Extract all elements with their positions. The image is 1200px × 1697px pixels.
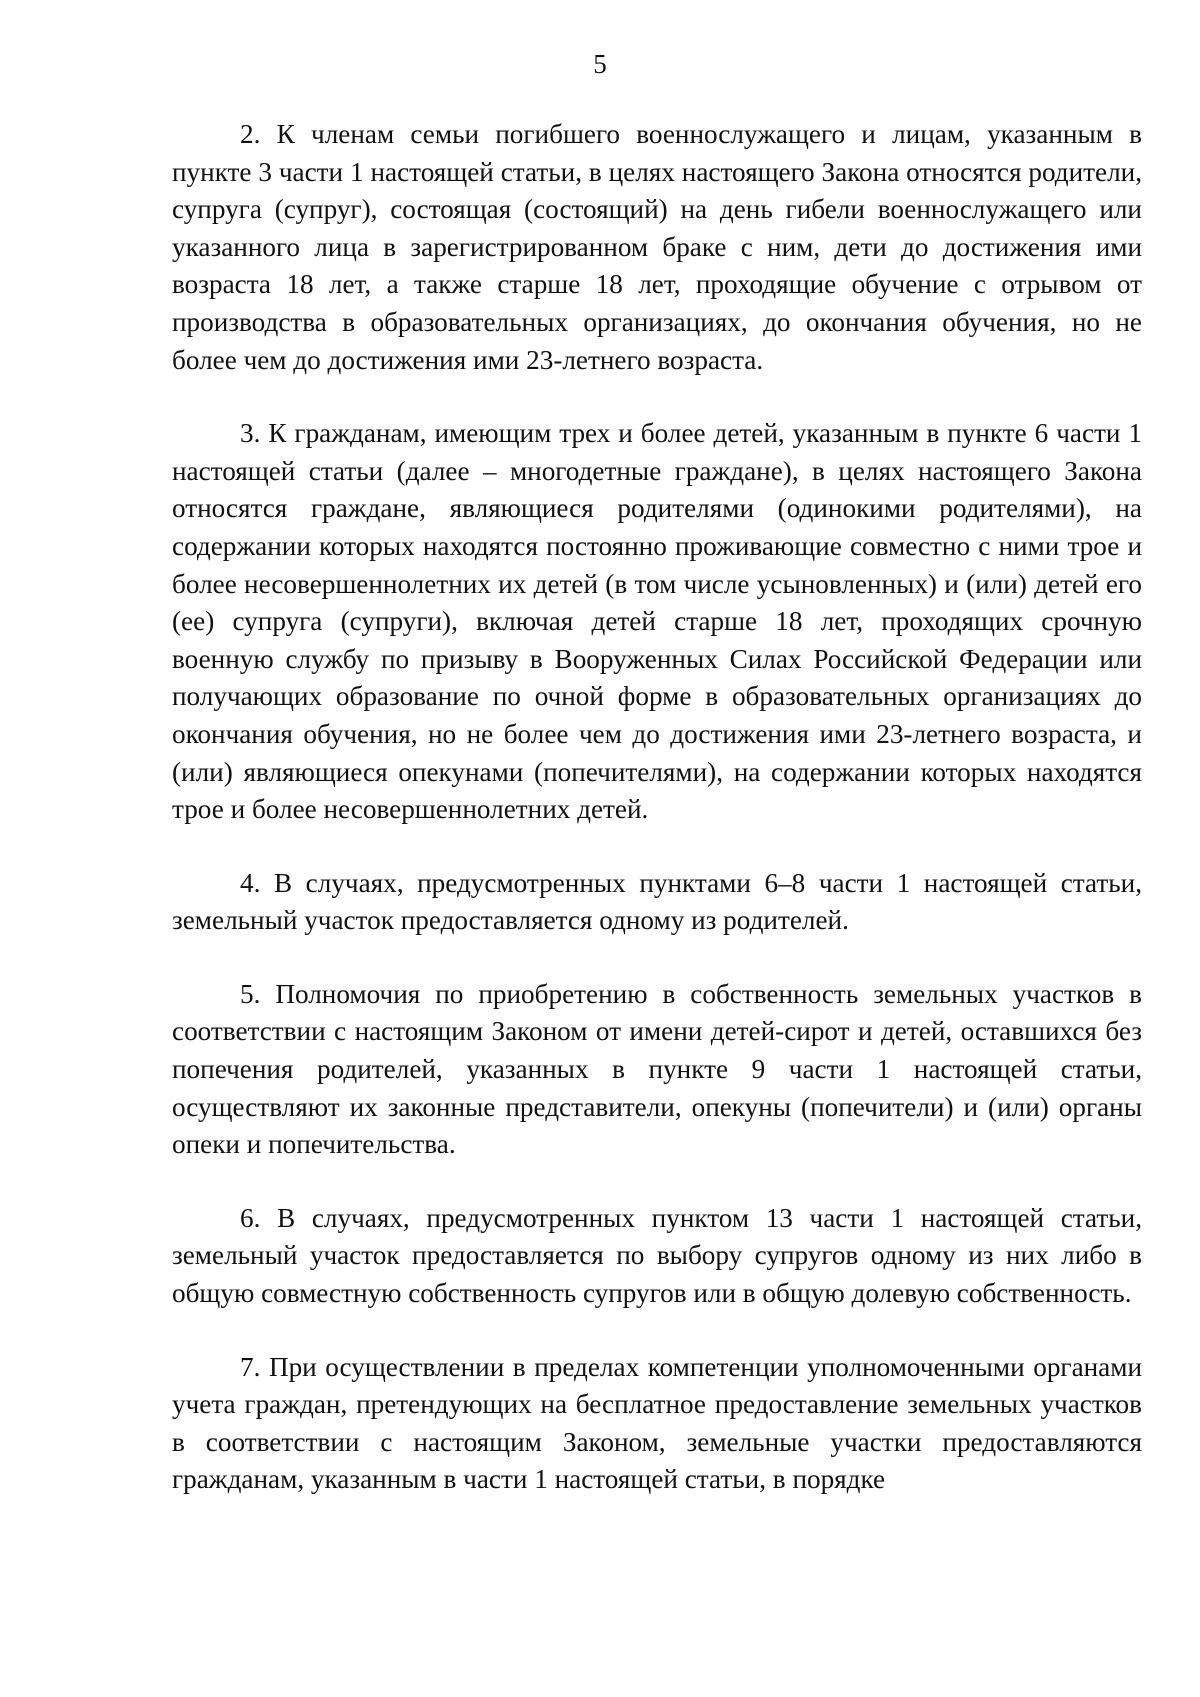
- paragraph-2: [172, 116, 1142, 379]
- paragraph-number: 4.: [240, 867, 261, 898]
- paragraph-number: 2.: [240, 119, 261, 149]
- paragraph-text: Полномочия по приобретению в собственность земельных участков в соответствии с настоящим Законом от имени детей-сирот и детей, оставшихся без попечения родителей, указанных в пункте 9 части 1 настоящей статьи, осуществляют их законные представители, опекуны (попечители) и (или) органы опеки и попечительства.: [172, 978, 1142, 1160]
- paragraph-number: 6.: [240, 1202, 261, 1233]
- page-number: 5: [593, 49, 607, 79]
- paragraph-3: [172, 415, 1142, 829]
- paragraph-6: [172, 1200, 1142, 1313]
- paragraph-text: При осуществлении в пределах компетенции уполномоченными органами учета граждан, претендующих на бесплатное предоставление земельных участков в соответствии с настоящим Законом, земельные участки предоставляются гражданам, указанным в части 1 настоящей статьи, в порядке: [172, 1351, 1143, 1495]
- paragraph-text: В случаях, предусмотренных пунктами 6–8 части 1 настоящей статьи, земельный участок предоставляется одному из родителей.: [172, 867, 1142, 936]
- paragraph-number: 5.: [240, 978, 261, 1009]
- paragraph-number: 3.: [240, 418, 261, 449]
- paragraph-5: [172, 976, 1142, 1164]
- paragraph-text: К гражданам, имеющим трех и более детей, указанным в пункте 6 части 1 настоящей статьи (далее – многодетные граждане), в целях настоящего Закона относятся граждане, являющиеся родителями (одинокими родителями), на содержании которых находятся постоянно проживающие совместно с ними трое и более несовершеннолетних их детей (в том числе усыновленных) и (или) детей его (ее) супруга (супруги), включая детей старше 18 лет, проходящих срочную военную службу по призыву в Вооруженных Силах Российской Федерации или получающих образование по очной форме в образовательных организациях до окончания обучения, но не более чем до достижения ими 23-летнего возраста, и (или) являющиеся опекунами (попечителями), на содержании которых находятся трое и более несовершеннолетних детей.: [172, 418, 1142, 825]
- document-body: [172, 116, 1142, 1499]
- paragraph-number: 7.: [240, 1351, 261, 1382]
- paragraph-7: [172, 1349, 1142, 1499]
- paragraph-4: [172, 865, 1142, 940]
- paragraph-text: К членам семьи погибшего военнослужащего и лицам, указанным в пункте 3 части 1 настоящей статьи, в целях настоящего Закона относятся родители, супруга (супруг), состоящая (состоящий) на день гибели военнослужащего или указанного лица в зарегистрированном браке с ним, дети до достижения ими возраста 18 лет, а также старше 18 лет, проходящие обучение с отрывом от производства в образовательных организациях, до окончания обучения, но не более чем до достижения ими 23-летнего возраста.: [172, 119, 1143, 375]
- paragraph-text: В случаях, предусмотренных пунктом 13 части 1 настоящей статьи, земельный участок предоставляется по выбору супругов одному из них либо в общую совместную собственность супругов или в общую долевую собственность.: [172, 1202, 1143, 1309]
